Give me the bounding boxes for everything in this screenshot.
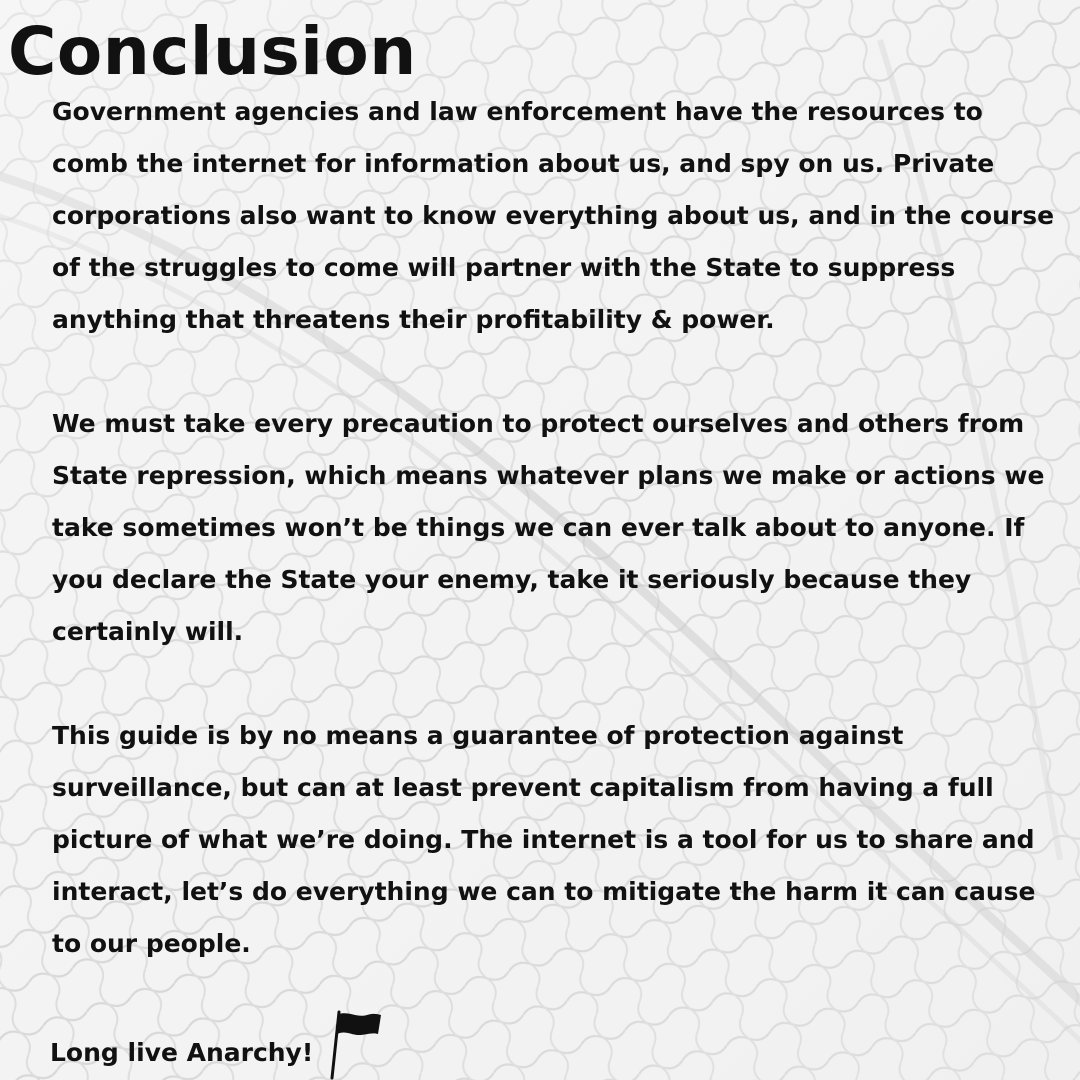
page-title: Conclusion	[8, 13, 417, 90]
paragraph-gap	[52, 346, 1078, 398]
text-line: corporations also want to know everything about us, and in the course	[52, 201, 1055, 230]
text-line: We must take every precaution to protect ourselves and others from	[52, 409, 1025, 438]
text-line: to our people.	[52, 929, 251, 958]
text-line: of the struggles to come will partner with the State to suppress	[52, 253, 956, 282]
paragraph-2	[52, 398, 1078, 658]
text-line: you declare the State your enemy, take it seriously because they	[52, 565, 972, 594]
paragraph-1	[52, 86, 1078, 346]
signoff-text: Long live Anarchy!	[50, 1038, 314, 1067]
paragraph-3	[52, 710, 1078, 970]
text-line: comb the internet for information about us, and spy on us. Private	[52, 149, 995, 178]
text-line: certainly will.	[52, 617, 244, 646]
text-line: Government agencies and law enforcement have the resources to	[52, 97, 983, 126]
paragraph-gap	[52, 658, 1078, 710]
signoff	[50, 1026, 385, 1080]
text-line: take sometimes won’t be things we can ever talk about to anyone. If	[52, 513, 1025, 542]
text-line: anything that threatens their profitability & power.	[52, 305, 775, 334]
black-flag-icon	[329, 1008, 385, 1080]
text-line: State repression, which means whatever plans we make or actions we	[52, 461, 1045, 490]
body-text	[52, 86, 1078, 970]
text-line: picture of what we’re doing. The internet is a tool for us to share and	[52, 825, 1035, 854]
text-line: This guide is by no means a guarantee of protection against	[52, 721, 904, 750]
text-line: interact, let’s do everything we can to mitigate the harm it can cause	[52, 877, 1036, 906]
text-line: surveillance, but can at least prevent capitalism from having a full	[52, 773, 994, 802]
